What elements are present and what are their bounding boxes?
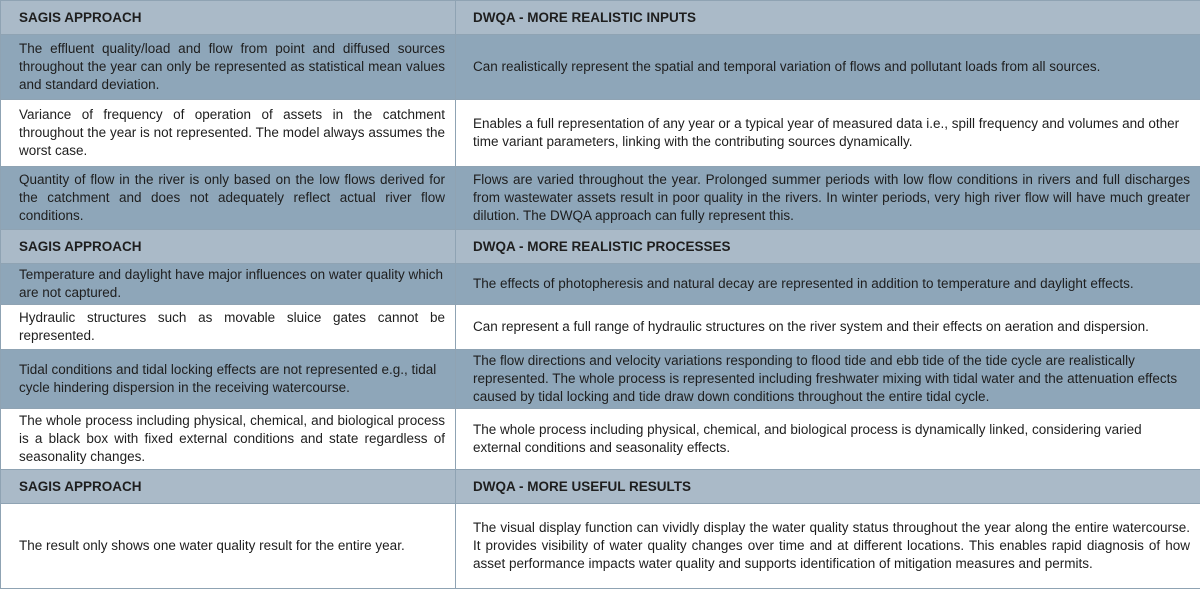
dwqa-cell: Can realistically represent the spatial and temporal variation of flows and pollutant loads from all sources. bbox=[456, 35, 1200, 100]
dwqa-cell: Flows are varied throughout the year. Prolonged summer periods with low flow conditions in rivers and full discharges from wastewater assets result in poor quality in the rivers. In winter periods, very high river flow will have much greater dilution. The DWQA approach can fully represent this. bbox=[456, 167, 1200, 230]
table-row bbox=[1, 100, 1200, 167]
sagis-cell: Quantity of flow in the river is only based on the low flows derived for the catchment and does not adequately reflect actual river flow conditions. bbox=[1, 167, 456, 230]
dwqa-cell: The visual display function can vividly display the water quality status throughout the year along the entire watercourse. It provides visibility of water quality changes over time and at different locations. This enables rapid diagnosis of how asset performance impacts water quality and supports identification of mitigation measures and permits. bbox=[456, 504, 1200, 589]
table-row bbox=[1, 409, 1200, 470]
sagis-cell: The whole process including physical, chemical, and biological process is a black box with fixed external conditions and state regardless of seasonality changes. bbox=[1, 409, 456, 470]
table-row bbox=[1, 264, 1200, 305]
table-row bbox=[1, 350, 1200, 409]
dwqa-cell: The whole process including physical, chemical, and biological process is dynamically linked, considering varied external conditions and seasonality effects. bbox=[456, 409, 1200, 470]
right-column-header: DWQA - MORE USEFUL RESULTS bbox=[456, 470, 1200, 504]
dwqa-cell: The flow directions and velocity variations responding to flood tide and ebb tide of the tide cycle are realistically represented. The whole process is represented including freshwater mixing with tidal water and the attenuation effects caused by tidal locking and tide draw down conditions throughout the entire tidal cycle. bbox=[456, 350, 1200, 409]
dwqa-cell: Enables a full representation of any year or a typical year of measured data i.e., spill frequency and volumes and other time variant parameters, linking with the contributing sources dynamically. bbox=[456, 100, 1200, 167]
table-row bbox=[1, 504, 1200, 589]
section-header-row bbox=[1, 230, 1200, 264]
table-row bbox=[1, 305, 1200, 350]
sagis-cell: Tidal conditions and tidal locking effects are not represented e.g., tidal cycle hindering dispersion in the receiving watercourse. bbox=[1, 350, 456, 409]
left-column-header: SAGIS APPROACH bbox=[1, 470, 456, 504]
right-column-header: DWQA - MORE REALISTIC PROCESSES bbox=[456, 230, 1200, 264]
table-row bbox=[1, 167, 1200, 230]
sagis-cell: Temperature and daylight have major influences on water quality which are not captured. bbox=[1, 264, 456, 305]
sagis-cell: Variance of frequency of operation of assets in the catchment throughout the year is not represented. The model always assumes the worst case. bbox=[1, 100, 456, 167]
sagis-cell: Hydraulic structures such as movable sluice gates cannot be represented. bbox=[1, 305, 456, 350]
section-header-row bbox=[1, 1, 1200, 35]
left-column-header: SAGIS APPROACH bbox=[1, 1, 456, 35]
dwqa-cell: The effects of photopheresis and natural decay are represented in addition to temperature and daylight effects. bbox=[456, 264, 1200, 305]
table-row bbox=[1, 35, 1200, 100]
dwqa-cell: Can represent a full range of hydraulic structures on the river system and their effects on aeration and dispersion. bbox=[456, 305, 1200, 350]
left-column-header: SAGIS APPROACH bbox=[1, 230, 456, 264]
sagis-cell: The result only shows one water quality result for the entire year. bbox=[1, 504, 456, 589]
sagis-cell: The effluent quality/load and flow from point and diffused sources throughout the year can only be represented as statistical mean values and standard deviation. bbox=[1, 35, 456, 100]
right-column-header: DWQA - MORE REALISTIC INPUTS bbox=[456, 1, 1200, 35]
section-header-row bbox=[1, 470, 1200, 504]
